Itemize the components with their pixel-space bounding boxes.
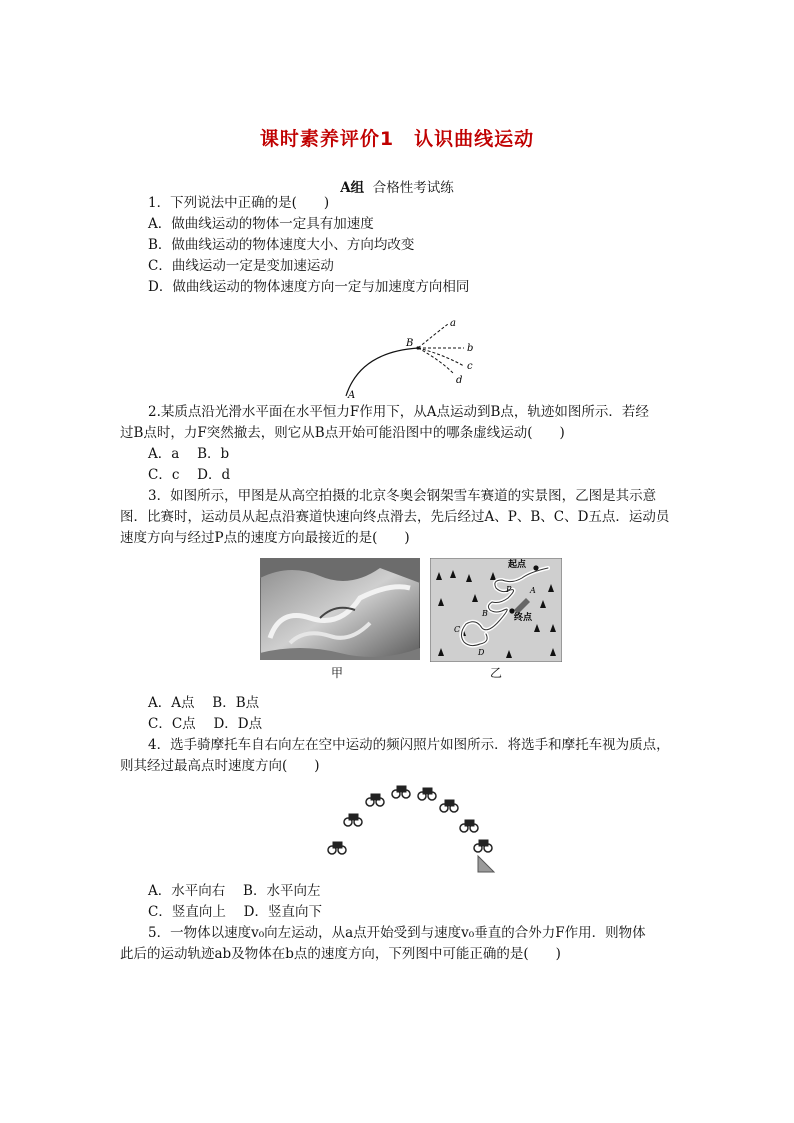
- label-b: b: [467, 343, 474, 354]
- q4-motorcycle-figure: [324, 782, 496, 874]
- q3-aerial-photo: [260, 558, 420, 660]
- q2-options-row2: C．c D．d: [148, 467, 231, 483]
- label-B: B: [482, 609, 488, 618]
- q1-option-d: D．做曲线运动的物体速度方向一定与加速度方向相同: [148, 279, 470, 295]
- label-end: 终点: [514, 613, 533, 623]
- q4-options-row2: C．竖直向上 D．竖直向下: [148, 904, 322, 920]
- dashed-path-a: [418, 324, 448, 348]
- label-start: 起点: [508, 560, 527, 570]
- q3-caption-left: 甲: [331, 666, 344, 680]
- q3-options-row2: C．C点 D．D点: [148, 716, 263, 732]
- label-B: B: [406, 338, 414, 349]
- label-A: A: [348, 390, 356, 398]
- section-name: 合格性考试练: [372, 180, 454, 196]
- start-marker: [533, 565, 538, 570]
- page-title: 课时素养评价1 认识曲线运动: [259, 128, 535, 150]
- q1-stem: 1．下列说法中正确的是( ): [148, 195, 330, 211]
- section-heading: [0, 176, 794, 196]
- q2-stem-line2: 过B点时，力F突然撤去，则它从B点开始可能沿图中的哪条虚线运动( ): [120, 425, 565, 441]
- launch-ramp: [478, 856, 494, 872]
- label-c: c: [467, 361, 473, 372]
- q1-option-c: C．曲线运动一定是变加速运动: [148, 258, 334, 274]
- q3-track-diagram: [430, 558, 562, 662]
- trajectory-curve: [346, 348, 418, 396]
- q2-stem-line1: 2.某质点沿光滑水平面在水平恒力F作用下，从A点运动到B点，轨迹如图所示．若经: [148, 404, 649, 420]
- q2-trajectory-figure: [330, 312, 490, 398]
- label-P: P: [506, 585, 512, 594]
- label-D: D: [478, 648, 485, 657]
- q3-caption-right: 乙: [490, 666, 503, 680]
- q4-stem-line1: 4．选手骑摩托车自右向左在空中运动的频闪照片如图所示．将选手和摩托车视为质点，: [148, 737, 670, 753]
- q4-stem-line2: 则其经过最高点时速度方向( ): [120, 758, 320, 774]
- label-a: a: [450, 318, 456, 329]
- q3-options-row1: A．A点 B．B点: [148, 695, 260, 711]
- section-group: A组: [340, 180, 365, 196]
- q5-stem-line1: 5．一物体以速度v₀向左运动，从a点开始受到与速度v₀垂直的合外力F作用．则物体: [148, 925, 646, 941]
- q3-stem-line1: 3．如图所示，甲图是从高空拍摄的北京冬奥会钢架雪车赛道的实景图，乙图是其示意: [148, 488, 657, 504]
- q3-stem-line2: 图．比赛时，运动员从起点沿赛道快速向终点滑去，先后经过A、P、B、C、D五点．运动员: [120, 509, 670, 525]
- q2-options-row1: A．a B．b: [148, 446, 230, 462]
- q5-stem-line2: 此后的运动轨迹ab及物体在b点的速度方向，下列图中可能正确的是( ): [120, 946, 561, 962]
- label-C: C: [454, 625, 461, 634]
- dashed-path-d: [418, 348, 454, 374]
- motorcycle-frames: [328, 786, 492, 854]
- q4-options-row1: A．水平向右 B．水平向左: [148, 883, 321, 899]
- q3-stem-line3: 速度方向与经过P点的速度方向最接近的是( ): [120, 530, 410, 546]
- label-d: d: [456, 375, 463, 386]
- label-A: A: [530, 586, 536, 595]
- q1-option-a: A．做曲线运动的物体一定具有加速度: [148, 216, 374, 232]
- q1-option-b: B．做曲线运动的物体速度大小、方向均改变: [148, 237, 415, 253]
